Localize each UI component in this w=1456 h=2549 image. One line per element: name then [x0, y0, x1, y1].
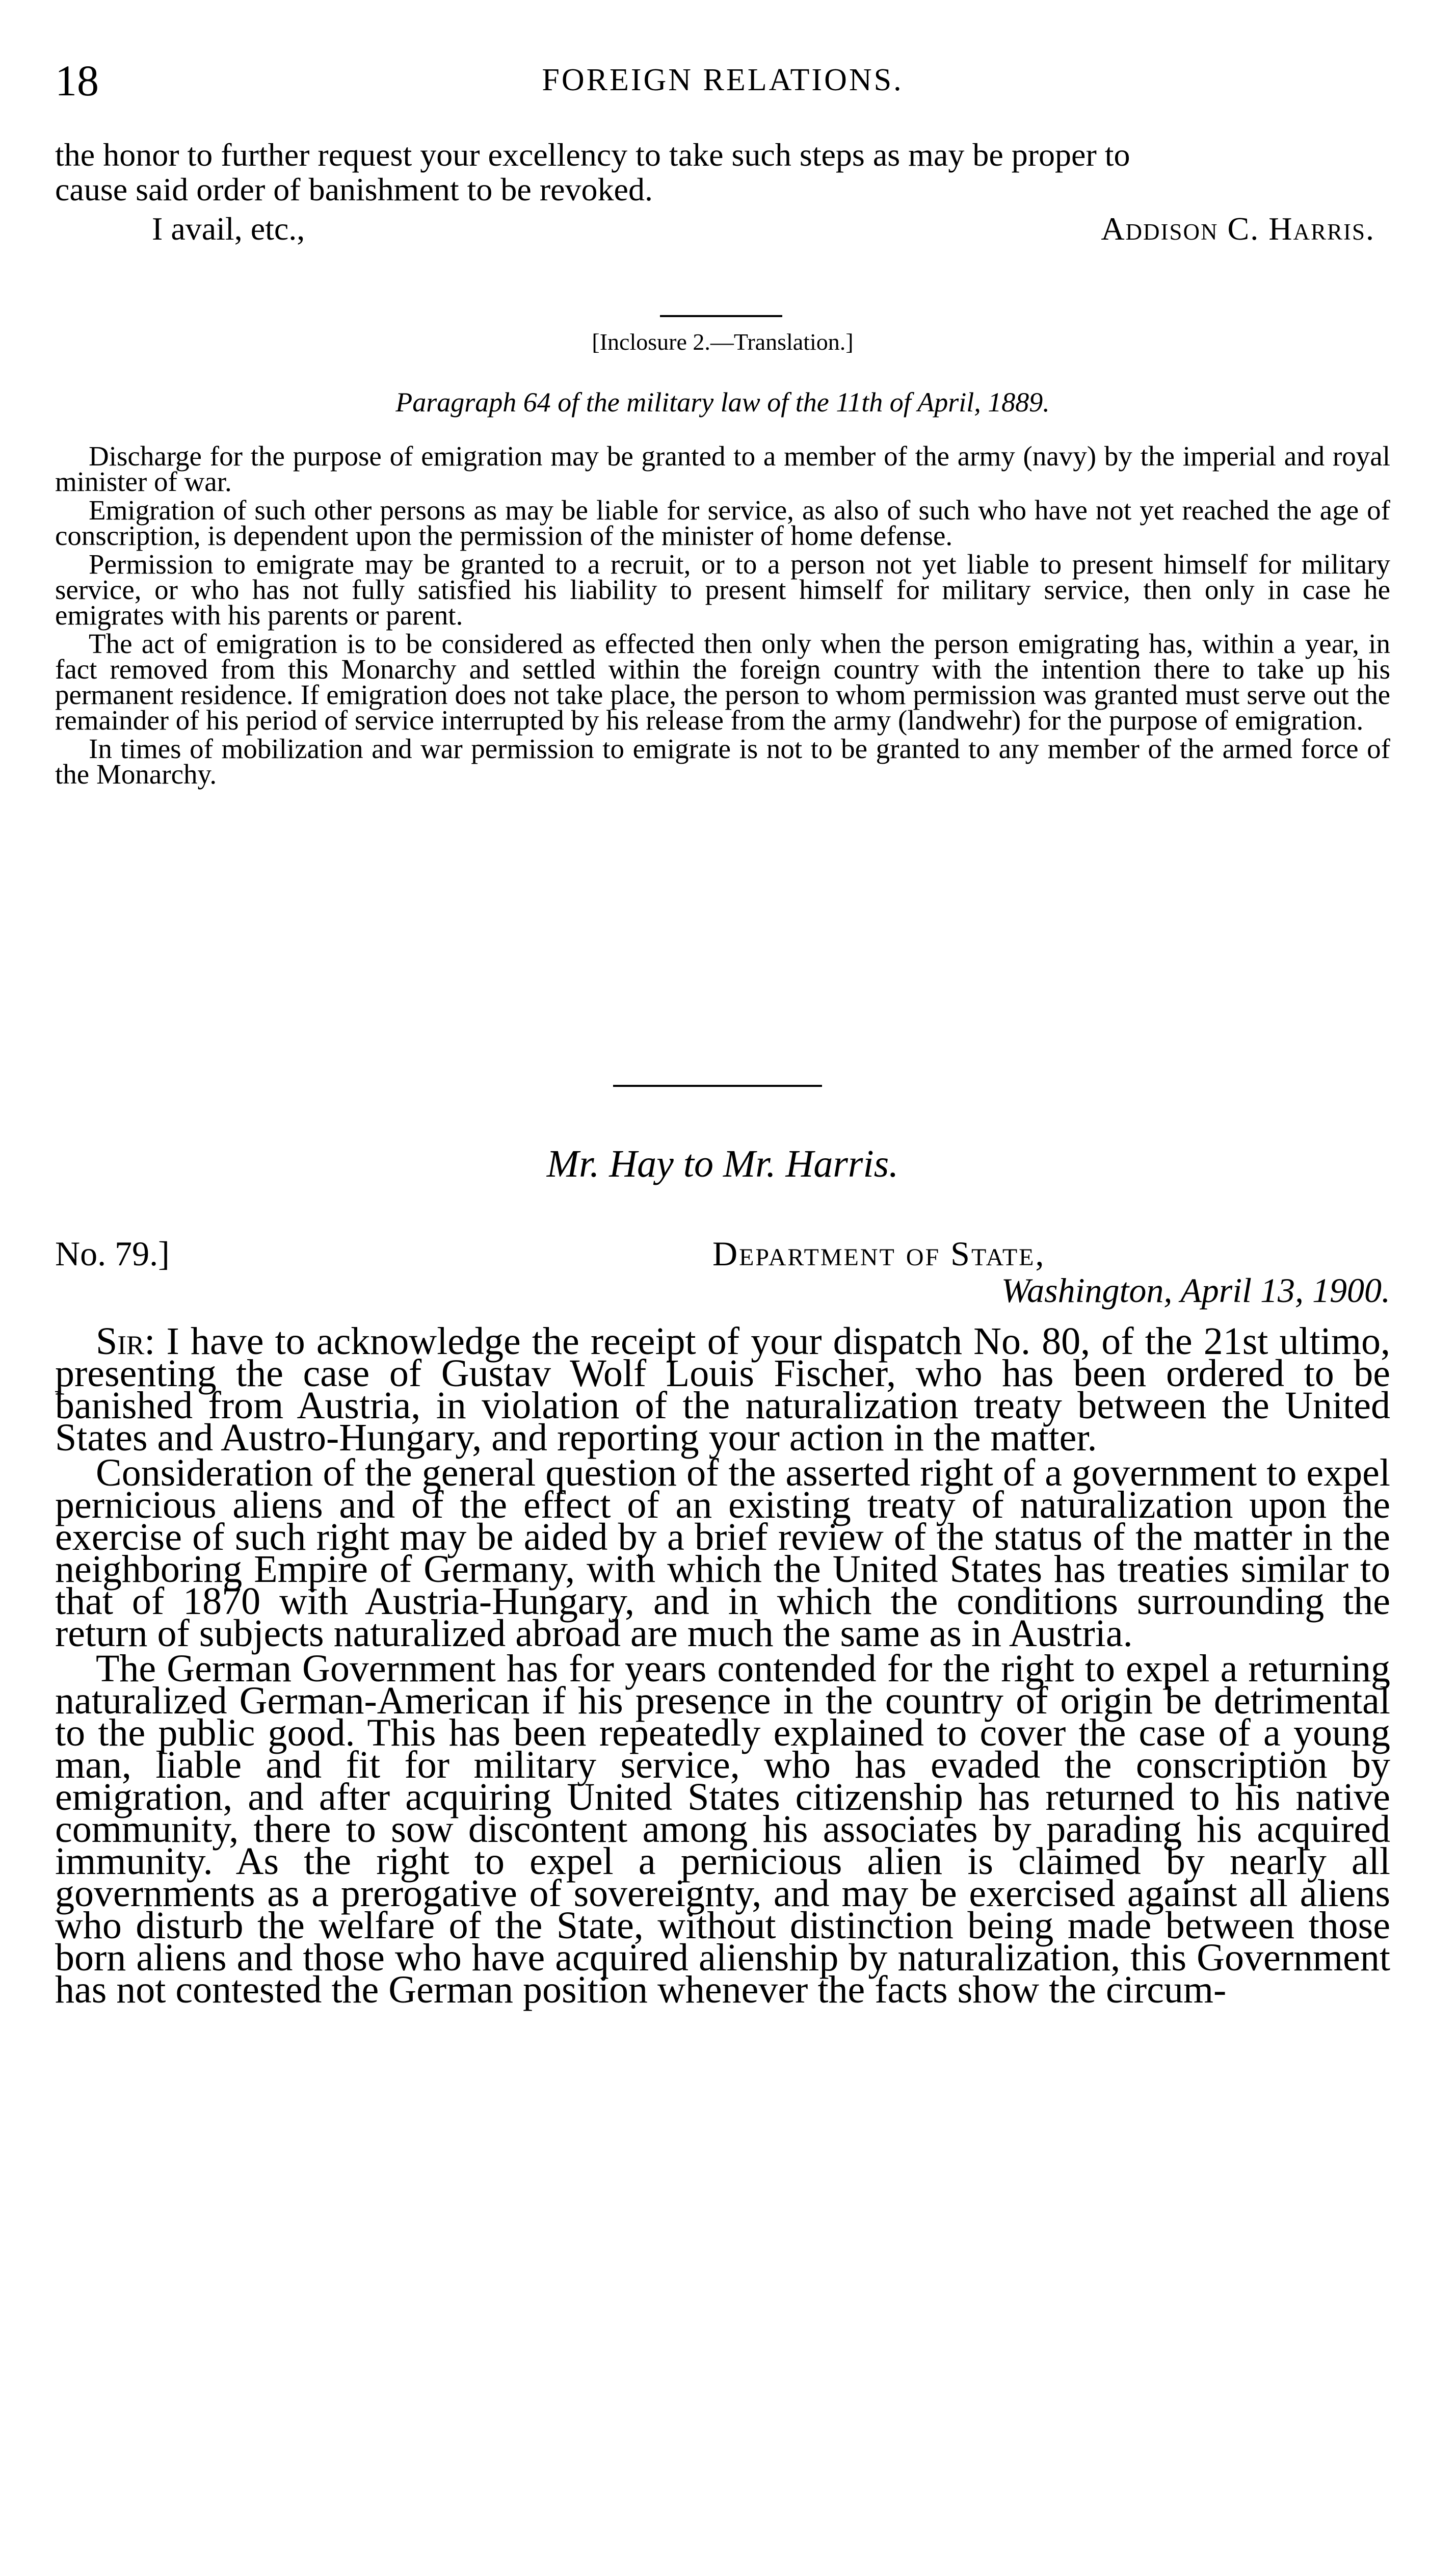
letter-paragraph [55, 1320, 1390, 1459]
dispatch-number: No. 79.] [55, 1234, 170, 1273]
place-date: Washington, April 13, 1900. [1001, 1271, 1390, 1310]
salutation: Sir: [96, 1320, 155, 1363]
inclosure-paragraph: In times of mobilization and war permission to emigrate is not to be granted to any member of the armed force of the Monarchy. [55, 733, 1390, 790]
continuation-paragraph [55, 138, 1390, 207]
letter-paragraph-text: I have to acknowledge the receipt of your dispatch No. 80, of the 21st ultimo, presenting the case of Gustav Wolf Louis Fischer, who has been ordered to be banished from Austria, in violation of the naturalization treaty between the United States and Austro-Hungary, and reporting your action in the matter. [55, 1320, 1390, 1459]
closing-text: I avail, etc., [152, 211, 305, 247]
letter-heading: Mr. Hay to Mr. Harris. [546, 1142, 899, 1185]
section-divider [613, 1085, 822, 1087]
section-divider [660, 315, 782, 317]
inclosure-paragraph: Permission to emigrate may be granted to a recruit, or to a person not yet liable to present himself for military service, or who has not fully satisfied his liability to present himself for military service, then only in case he emigrates with his parents or parent. [55, 549, 1390, 631]
inclosure-body [55, 440, 1390, 790]
continuation-line: the honor to further request your excellency to take such steps as may be proper to [55, 137, 1130, 173]
signoff [55, 210, 1390, 251]
letter-paragraph: Consideration of the general question of the asserted right of a government to expel pernicious aliens and of the effect of an existing treaty of naturalization upon the exercise of such right may be aided by a brief review of the status of the matter in the neighboring Empire of Germany, with which the United States has treaties similar to that of 1870 with Austria-Hungary, and in which the conditions surrounding the return of subjects naturalized abroad are much the same as in Austria. [55, 1451, 1390, 1655]
inclosure-paragraph: The act of emigration is to be considered as effected then only when the person emigrating has, within a year, in fact removed from this Monarchy and settled within the foreign country with the intention there to take up his permanent residence. If emigration does not take place, the person to whom permission was granted must serve out the remainder of his period of service interrupted by his release from the army (landwehr) for the purpose of emigration. [55, 628, 1390, 736]
inclosure-paragraph: Discharge for the purpose of emigration may be granted to a member of the army (navy) by the imperial and royal minister of war. [55, 440, 1390, 497]
letter-body [55, 1320, 1390, 2011]
running-title: FOREIGN RELATIONS. [542, 63, 904, 97]
signature: Addison C. Harris. [1101, 211, 1375, 247]
continuation-line: cause said order of banishment to be revoked. [55, 171, 653, 207]
inclosure-label: [Inclosure 2.—Translation.] [592, 329, 854, 355]
letter-paragraph: The German Government has for years contended for the right to expel a returning naturalized German-American if his presence in the country of origin be detrimental to the public good. This has been repeatedly explained to cover the case of a young man, liable and fit for military service, who has evaded the conscription by emigration, and after acquiring United States citizenship has returned to his native community, there to sow discontent among his associates by parading his acquired immunity. As the right to expel a pernicious alien is claimed by nearly all governments as a prerogative of sovereignty, and may be exercised against all aliens who disturb the welfare of the State, without distinction being made between those born aliens and those who have acquired alienship by naturalization, this Government has not contested the German position whenever the facts show the circum- [55, 1647, 1390, 2011]
department-name: Department of State, [712, 1234, 1046, 1273]
inclosure-paragraph: Emigration of such other persons as may be liable for service, as also of such who have not yet reached the age of conscription, is dependent upon the permission of the minister of home defense. [55, 495, 1390, 551]
running-header [55, 55, 1390, 106]
inclosure-title: Paragraph 64 of the military law of the 11th of April, 1889. [395, 387, 1050, 418]
page-number: 18 [55, 56, 99, 105]
